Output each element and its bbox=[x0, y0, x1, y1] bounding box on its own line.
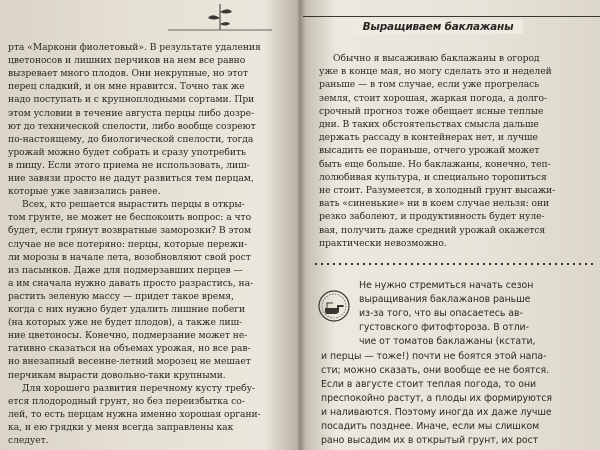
text-line: ние цветоносы. Конечно, подмерзание может не- bbox=[8, 330, 248, 342]
text-line: растить зеленую массу — придет такое время, bbox=[8, 290, 234, 302]
text-line: уже в конце мая, но могу сделать это и неделей bbox=[319, 66, 552, 78]
text-line: лолюбивая культура, и специально торопиться bbox=[319, 171, 547, 183]
text-line: земля, стоит хорошая, жаркая погода, а долго- bbox=[319, 92, 548, 104]
hand-pointing-icon bbox=[317, 289, 351, 323]
text-line: высадить ее пораньше, отчего урожай может bbox=[319, 145, 540, 157]
text-line: когда с них нужно будет удалить лишние побеги bbox=[8, 304, 246, 315]
text-line: в пищу. Если этого приема не использовать, лиш- bbox=[8, 159, 250, 171]
box-text-line: Если в августе стоит теплая погода, то они bbox=[321, 378, 537, 390]
text-line: следует. bbox=[8, 435, 49, 446]
text-line: дни. В таких обстоятельствах смысла дальше bbox=[319, 119, 539, 130]
text-line: ется плодородный грунт, но без переизбытка со- bbox=[8, 395, 245, 407]
text-line: Для хорошего развития перечному кусту требу- bbox=[22, 382, 256, 394]
sprout-ornament-icon bbox=[168, 2, 272, 32]
header-rule bbox=[303, 16, 600, 17]
text-line: гативно сказаться на объемах урожая, но все рав- bbox=[8, 343, 251, 355]
box-text-line: рано высадим их в открытый грунт, их рост bbox=[321, 435, 539, 447]
text-line: быть еще больше. Но баклажаны, конечно, теп- bbox=[319, 158, 551, 170]
box-text-line: Не нужно стремиться начать сезон bbox=[359, 280, 534, 291]
text-line: вая, получить даже средний урожай окажется bbox=[319, 224, 546, 236]
text-line: практически невозможно. bbox=[319, 237, 447, 249]
left-page bbox=[0, 0, 297, 450]
box-text-line: и наливаются. Поэтому иногда их даже лучше bbox=[321, 406, 552, 418]
box-text-line: из-за того, что вы опасаетесь ав- bbox=[359, 308, 523, 320]
text-line: не стоит. Разумеется, в холодный грунт высажи- bbox=[319, 185, 556, 196]
text-line: (на которых уже не будет плодов), а также лиш- bbox=[8, 317, 243, 329]
box-text-line: и перцы — тоже!) почти не боятся этой напа- bbox=[321, 350, 547, 362]
text-line: по-настоящему, до биологической спелости, тогда bbox=[8, 133, 254, 145]
text-line: лей, то есть перцам нужна именно хорошая органи- bbox=[8, 408, 261, 420]
running-head: Выращиваем баклажаны bbox=[353, 20, 523, 34]
box-text-line: чие от томатов баклажаны (кстати, bbox=[359, 336, 536, 348]
text-line: резко заболеют, и продуктивность будет нуле- bbox=[319, 211, 545, 223]
text-line: ние завязи просто не дадут развиться тем перцам, bbox=[8, 173, 254, 184]
text-line: этом условии в течение августа перцы либо дозре- bbox=[8, 107, 255, 119]
text-line: из пасынков. Даже для подмерзавших перцев — bbox=[8, 264, 243, 276]
text-line: вызревает много плодов. Они некрупные, но этот bbox=[8, 68, 248, 80]
box-text-line: густовского фитофтороза. В отли- bbox=[359, 322, 529, 334]
text-line: Всех, кто решается вырастить перцы в откры- bbox=[22, 199, 245, 211]
box-text-line: преспокойно растут, а плоды их формируются bbox=[321, 392, 552, 404]
text-line: перец сладкий, и он мне нравится. Точно так же bbox=[8, 81, 245, 93]
text-line: Обычно я высаживаю баклажаны в огород bbox=[333, 53, 540, 64]
right-page bbox=[303, 0, 600, 450]
text-line: держать рассаду в контейнерах нет, и лучше bbox=[319, 132, 538, 144]
text-line: раньше — в том случае, если уже прогрелась bbox=[319, 79, 540, 91]
text-line: цветоносов и лишних перчиков на нем все равно bbox=[8, 55, 246, 67]
text-line: рта «Маркони фиолетовый». В результате удаления bbox=[8, 42, 261, 53]
text-line: ют до технической спелости, либо вообще созреют bbox=[8, 120, 256, 132]
text-line: том грунте, не может не беспокоить вопрос: а что bbox=[8, 212, 252, 224]
text-line: ли морозы в начале лета, возобновляют свой рост bbox=[8, 251, 251, 263]
text-line: вать «синенькие» ни в коем случае нельзя: они bbox=[319, 198, 550, 210]
box-text-line: сти; можно сказать, они вообще ее не боятся. bbox=[321, 364, 550, 376]
text-line: будет, если грянут возвратные заморозки? В этом bbox=[8, 225, 252, 237]
box-text-line: посадить позднее. Иначе, если мы слишком bbox=[321, 421, 540, 432]
text-line: случае не все потеряно: перцы, которые пережи- bbox=[8, 238, 248, 250]
text-line: срочный прогноз тоже обещает ясные теплые bbox=[319, 105, 544, 117]
text-line: ка, и ею грядки у меня всегда заправлены как bbox=[8, 421, 234, 433]
text-line: урожай можно будет собрать и сразу употребить bbox=[8, 146, 246, 158]
text-line: перчикам вырасти довольно-таки крупными. bbox=[8, 369, 226, 381]
text-line: надо поступать и с крупноплодными сортами. При bbox=[8, 94, 255, 106]
dotted-divider bbox=[313, 262, 593, 266]
text-line: но внезапный весенне-летний морозец не мешает bbox=[8, 356, 251, 368]
box-text-line: выращивания баклажанов раньше bbox=[359, 294, 531, 306]
text-line: а им сначала нужно давать просто разрастись, на- bbox=[8, 277, 254, 289]
text-line: которые уже завязались ранее. bbox=[8, 186, 161, 198]
